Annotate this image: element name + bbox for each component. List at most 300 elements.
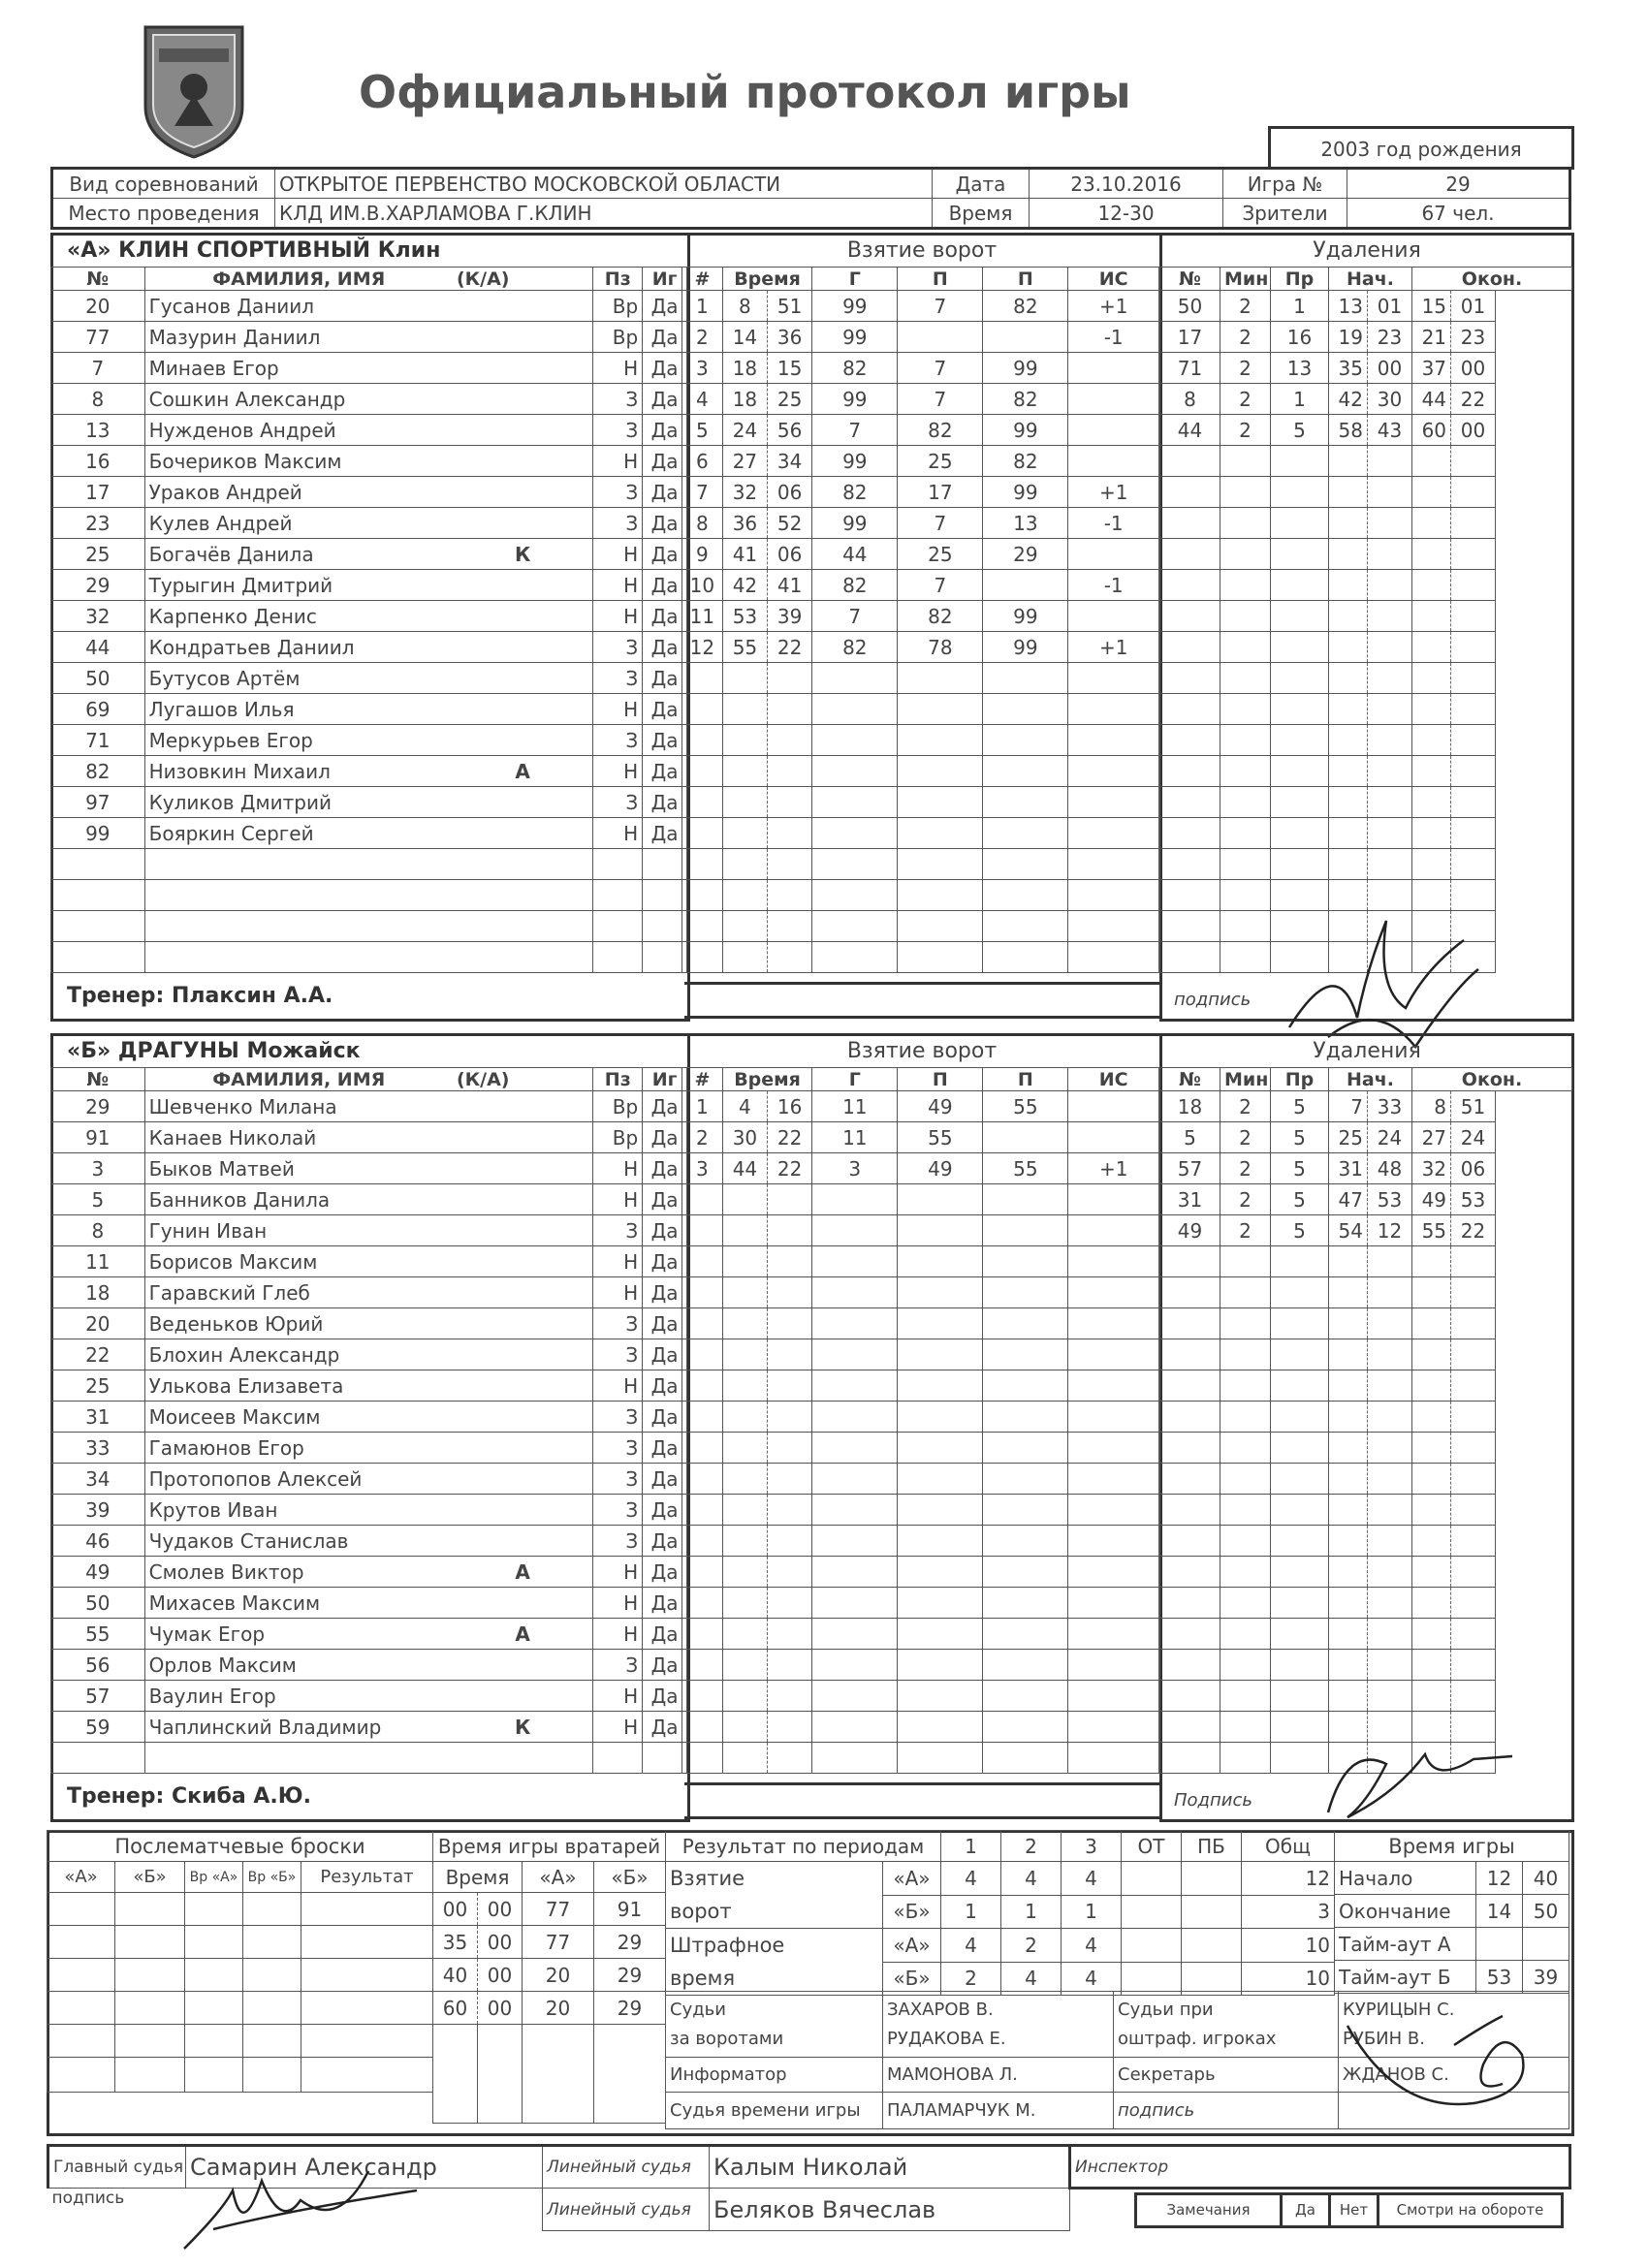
penalty-spare [1496, 1619, 1572, 1650]
penalty-minutes [1220, 756, 1271, 787]
penalty-reason [1271, 1308, 1329, 1339]
goal-minute [722, 1308, 767, 1339]
goal-assist-1 [898, 725, 983, 756]
goal-minute [722, 1712, 767, 1743]
penalty-end-second: 00 [1451, 415, 1496, 446]
goals-col-num: # [682, 268, 723, 291]
period-value: 10 [1242, 1929, 1335, 1963]
player-played: Да [643, 1246, 687, 1277]
player-number: 77 [51, 322, 145, 353]
player-played: Да [643, 663, 687, 694]
goal-strength: +1 [1068, 291, 1159, 322]
table-row [682, 663, 1159, 694]
shootout-col: Результат [301, 1862, 433, 1893]
period-value: 4 [1062, 1962, 1122, 1996]
player-number [51, 849, 145, 880]
spectators-label: Зрители [1223, 199, 1347, 229]
player-position: З [593, 415, 643, 446]
goal-second [768, 1370, 812, 1402]
goal-number [682, 1495, 723, 1526]
table-row [1160, 384, 1572, 415]
penalty-reason: 5 [1271, 1184, 1329, 1215]
penalty-start-minute: 7 [1329, 1091, 1368, 1122]
penalty-start-minute: 42 [1329, 384, 1368, 415]
penalty-end-minute [1412, 1339, 1451, 1370]
period-value: 1 [941, 1895, 1001, 1929]
penalty-spare [1496, 446, 1572, 477]
penalty-end-minute: 21 [1412, 322, 1451, 353]
table-row [51, 1184, 687, 1215]
player-played [643, 880, 687, 911]
table-row [51, 1246, 687, 1277]
team-b-goals [681, 1067, 1159, 1774]
team-b-roster [50, 1067, 687, 1774]
goal-number: 8 [682, 508, 723, 539]
goal-strength [1068, 1246, 1159, 1277]
goal-number: 12 [682, 632, 723, 663]
player-played: Да [643, 508, 687, 539]
goal-scorer: 99 [812, 384, 898, 415]
table-row [1160, 508, 1572, 539]
penalty-reason [1271, 1277, 1329, 1308]
penalty-end-second: 22 [1451, 384, 1496, 415]
goal-number [682, 1308, 723, 1339]
player-role [453, 1588, 593, 1619]
penalty-player [1160, 477, 1220, 508]
penalty-spare [1496, 911, 1572, 942]
player-played: Да [643, 1681, 687, 1712]
goal-assist-2 [983, 1246, 1068, 1277]
goal-strength [1068, 725, 1159, 756]
goal-number [682, 1464, 723, 1495]
penalty-end-second [1451, 601, 1496, 632]
table-row [682, 725, 1159, 756]
penalty-spare [1496, 539, 1572, 570]
goal-assist-1 [898, 694, 983, 725]
officials-signature [1338, 1987, 1561, 2123]
officials-signature-label: подпись [1114, 2093, 1339, 2129]
goal-assist-2 [983, 1588, 1068, 1619]
player-number [51, 911, 145, 942]
penalty-minutes: 2 [1220, 1153, 1271, 1184]
penalty-spare [1496, 756, 1572, 787]
goal-scorer: 82 [812, 632, 898, 663]
table-row [682, 477, 1159, 508]
table-row [682, 1588, 1159, 1619]
goal-assist-1 [898, 1184, 983, 1215]
goalie-change-second: 00 [478, 1926, 523, 1959]
player-role [453, 1122, 593, 1153]
penalty-start-minute [1329, 880, 1368, 911]
goal-second: 56 [768, 415, 812, 446]
goal-minute: 27 [722, 446, 767, 477]
goal-strength [1068, 1433, 1159, 1464]
penalty-end-minute [1412, 1246, 1451, 1277]
player-number: 39 [51, 1495, 145, 1526]
penalty-start-minute [1329, 1495, 1368, 1526]
player-role [453, 384, 593, 415]
goal-assist-1 [898, 849, 983, 880]
goal-second [768, 1433, 812, 1464]
goal-scorer: 82 [812, 570, 898, 601]
shootout-col: Вр «Б» [243, 1862, 301, 1893]
penalty-start-minute [1329, 1402, 1368, 1433]
game-time-table [1334, 1830, 1569, 1994]
player-position: З [593, 1308, 643, 1339]
penalty-end-second [1451, 849, 1496, 880]
player-played: Да [643, 1339, 687, 1370]
table-row [1160, 1184, 1572, 1215]
penalty-player [1160, 632, 1220, 663]
player-name: Минаев Егор [144, 353, 453, 384]
penalty-player [1160, 911, 1220, 942]
table-row [1160, 849, 1572, 880]
table-row [1160, 1650, 1572, 1681]
player-name: Гунин Иван [144, 1215, 453, 1246]
goals-col-scorer: Г [812, 1068, 898, 1091]
team-b-signature-label: Подпись [1174, 1790, 1252, 1811]
penalty-end-minute: 15 [1412, 291, 1451, 322]
penalty-end-minute: 37 [1412, 353, 1451, 384]
penalty-end-second [1451, 1464, 1496, 1495]
goals-col-assist1: П [898, 1068, 983, 1091]
penalty-start-second [1368, 446, 1412, 477]
penalty-start-minute [1329, 1433, 1368, 1464]
goal-assist-1: 55 [898, 1122, 983, 1153]
penalty-reason [1271, 1433, 1329, 1464]
player-role [453, 1184, 593, 1215]
table-row [51, 1215, 687, 1246]
penalty-start-second [1368, 1650, 1412, 1681]
table-row [1160, 787, 1572, 818]
goal-assist-2 [983, 1308, 1068, 1339]
goal-scorer [812, 1402, 898, 1433]
penalty-reason [1271, 446, 1329, 477]
goal-assist-1: 49 [898, 1091, 983, 1122]
goal-scorer: 99 [812, 508, 898, 539]
penalty-start-second: 12 [1368, 1215, 1412, 1246]
player-number: 20 [51, 1308, 145, 1339]
player-number: 13 [51, 415, 145, 446]
goal-second [768, 1277, 812, 1308]
roster-col-ig: Иг [643, 1068, 687, 1091]
referee-name: Самарин Александр [186, 2146, 543, 2189]
goal-assist-2 [983, 1402, 1068, 1433]
penalty-start-minute [1329, 1650, 1368, 1681]
penalty-minutes [1220, 539, 1271, 570]
period-value: 10 [1242, 1962, 1335, 1996]
goal-scorer: 99 [812, 322, 898, 353]
penalty-minutes [1220, 1464, 1271, 1495]
player-number: 18 [51, 1277, 145, 1308]
penalty-spare [1496, 353, 1572, 384]
penalty-end-second [1451, 756, 1496, 787]
pen-col-no: № [1160, 1068, 1220, 1091]
table-row [1160, 1277, 1572, 1308]
goal-assist-2 [983, 1339, 1068, 1370]
goal-minute: 41 [722, 539, 767, 570]
penalty-start-minute [1329, 1588, 1368, 1619]
player-name: Чудаков Станислав [144, 1526, 453, 1557]
table-row [682, 1526, 1159, 1557]
period-value: 2 [1001, 1929, 1062, 1963]
goal-minute [722, 942, 767, 973]
penalty-end-minute: 27 [1412, 1122, 1451, 1153]
penalty-start-second [1368, 725, 1412, 756]
goal-assist-1: 82 [898, 415, 983, 446]
player-played [643, 849, 687, 880]
player-number: 23 [51, 508, 145, 539]
penalty-start-minute [1329, 849, 1368, 880]
penalty-start-minute [1329, 787, 1368, 818]
goal-strength [1068, 787, 1159, 818]
penalty-end-second: 53 [1451, 1184, 1496, 1215]
goal-scorer [812, 1650, 898, 1681]
player-number: 97 [51, 787, 145, 818]
player-role [453, 1402, 593, 1433]
team-b-goals-title: Взятие ворот [846, 1039, 998, 1063]
goal-assist-2 [983, 1464, 1068, 1495]
period-value: 3 [1242, 1895, 1335, 1929]
penalty-player: 44 [1160, 415, 1220, 446]
penalty-end-second: 24 [1451, 1122, 1496, 1153]
table-row [51, 1339, 687, 1370]
penalty-start-minute [1329, 632, 1368, 663]
penalty-spare [1496, 570, 1572, 601]
player-number: 50 [51, 1588, 145, 1619]
goal-minute: 55 [722, 632, 767, 663]
goal-assist-2: 55 [983, 1153, 1068, 1184]
penalty-player [1160, 1712, 1220, 1743]
penalty-minutes: 2 [1220, 1215, 1271, 1246]
period-value [1122, 1862, 1182, 1896]
player-name: Гусанов Даниил [144, 291, 453, 322]
remarks-see-back: Смотри на обороте [1379, 2193, 1563, 2226]
player-name: Низовкин Михаил [144, 756, 453, 787]
penalty-end-minute [1412, 1308, 1451, 1339]
goal-second [768, 756, 812, 787]
goal-second [768, 725, 812, 756]
period-col: 2 [1001, 1831, 1062, 1862]
goalie-a-col: «А» [523, 1862, 594, 1893]
penalty-start-minute [1329, 694, 1368, 725]
table-row [51, 322, 687, 353]
penalty-end-second [1451, 1402, 1496, 1433]
player-name: Кулев Андрей [144, 508, 453, 539]
team-b-coach: Тренер: Скиба А.Ю. [67, 1784, 311, 1809]
penalty-start-minute [1329, 818, 1368, 849]
player-position: Вр [593, 291, 643, 322]
goal-second: 15 [768, 353, 812, 384]
player-position: Н [593, 539, 643, 570]
player-role: К [453, 539, 593, 570]
player-played: Да [643, 1619, 687, 1650]
player-played: Да [643, 1557, 687, 1588]
date-label: Дата [933, 169, 1030, 199]
penalty-minutes [1220, 1681, 1271, 1712]
goal-second [768, 1526, 812, 1557]
penalty-start-minute [1329, 1557, 1368, 1588]
goal-scorer [812, 1681, 898, 1712]
penalty-player [1160, 539, 1220, 570]
goal-second: 06 [768, 539, 812, 570]
penalty-player: 50 [1160, 291, 1220, 322]
team-a-penalties-box [1159, 233, 1574, 1022]
goal-scorer [812, 1557, 898, 1588]
penalty-start-minute [1329, 1277, 1368, 1308]
player-number [51, 1743, 145, 1774]
table-row [682, 942, 1159, 973]
table-row [682, 1184, 1159, 1215]
goal-number [682, 1184, 723, 1215]
penalty-reason: 5 [1271, 1122, 1329, 1153]
goal-second [768, 880, 812, 911]
goal-minute: 18 [722, 384, 767, 415]
goalie-b: 29 [594, 1959, 666, 1992]
goalie-change-second: 00 [478, 1959, 523, 1992]
table-row [682, 1308, 1159, 1339]
game-label: Игра № [1223, 169, 1347, 199]
table-row [1160, 1215, 1572, 1246]
goal-number: 3 [682, 353, 723, 384]
player-role [453, 570, 593, 601]
player-number: 17 [51, 477, 145, 508]
table-row [1160, 694, 1572, 725]
penalty-start-minute [1329, 1246, 1368, 1277]
player-number: 7 [51, 353, 145, 384]
roster-col-pz: Пз [593, 268, 643, 291]
penalty-end-second [1451, 1308, 1496, 1339]
player-number: 55 [51, 1619, 145, 1650]
player-name: Михасев Максим [144, 1588, 453, 1619]
player-number: 59 [51, 1712, 145, 1743]
team-a-goals-box [684, 233, 1162, 985]
goal-scorer [812, 849, 898, 880]
table-row [1160, 353, 1572, 384]
penalty-reason [1271, 849, 1329, 880]
player-name: Орлов Максим [144, 1650, 453, 1681]
remarks-no: Нет [1330, 2193, 1379, 2226]
player-position: Вр [593, 1091, 643, 1122]
penalty-start-second [1368, 756, 1412, 787]
player-position: Н [593, 1681, 643, 1712]
goal-assist-1 [898, 1277, 983, 1308]
goal-scorer [812, 1339, 898, 1370]
player-name: Борисов Максим [144, 1246, 453, 1277]
table-row [682, 291, 1159, 322]
penalty-player [1160, 1464, 1220, 1495]
goal-second: 51 [768, 291, 812, 322]
player-position: З [593, 477, 643, 508]
goal-scorer: 82 [812, 353, 898, 384]
penalty-start-minute [1329, 1464, 1368, 1495]
penalty-reason: 5 [1271, 415, 1329, 446]
penalty-end-second [1451, 1588, 1496, 1619]
penalty-spare [1496, 1402, 1572, 1433]
penalty-minutes [1220, 446, 1271, 477]
penalty-player [1160, 849, 1220, 880]
penalty-start-minute [1329, 446, 1368, 477]
goal-number: 3 [682, 1153, 723, 1184]
penalty-minutes [1220, 601, 1271, 632]
player-name: Нужденов Андрей [144, 415, 453, 446]
player-role [453, 1650, 593, 1681]
timeout-b-minute: 53 [1476, 1961, 1523, 1994]
penalty-reason [1271, 1246, 1329, 1277]
player-role [453, 1277, 593, 1308]
goal-strength [1068, 415, 1159, 446]
pen-col-end: Окон. [1412, 1068, 1572, 1091]
table-row [51, 911, 687, 942]
penalty-reason [1271, 1370, 1329, 1402]
team-b-penalties-box [1159, 1033, 1574, 1822]
team-a-goals-title: Взятие ворот [846, 238, 998, 263]
goalie-b: 91 [594, 1893, 666, 1926]
penalty-start-minute: 19 [1329, 322, 1368, 353]
player-played: Да [643, 1277, 687, 1308]
goal-minute [722, 663, 767, 694]
penalty-reason [1271, 756, 1329, 787]
penalty-minutes: 2 [1220, 415, 1271, 446]
end-minute: 14 [1476, 1895, 1523, 1928]
table-row [682, 570, 1159, 601]
player-number: 8 [51, 384, 145, 415]
pim-label: Штрафное время [666, 1929, 883, 1996]
table-row [51, 725, 687, 756]
penalty-end-minute [1412, 1557, 1451, 1588]
penalty-minutes [1220, 632, 1271, 663]
goal-strength [1068, 384, 1159, 415]
roster-col-name: ФАМИЛИЯ, ИМЯ [144, 268, 453, 291]
goal-minute [722, 1588, 767, 1619]
goal-minute: 44 [722, 1153, 767, 1184]
roster-col-ig: Иг [643, 268, 687, 291]
penalty-player [1160, 1433, 1220, 1464]
goal-minute [722, 1681, 767, 1712]
player-name: Крутов Иван [144, 1495, 453, 1526]
penalty-minutes [1220, 942, 1271, 973]
table-row [51, 353, 687, 384]
birth-year: 2003 год рождения [1268, 126, 1574, 170]
penalty-end-minute [1412, 508, 1451, 539]
goal-minute [722, 1464, 767, 1495]
penalty-spare [1496, 1526, 1572, 1557]
team-b-goals-box [684, 1033, 1162, 1785]
roster-col-name: ФАМИЛИЯ, ИМЯ [144, 1068, 453, 1091]
table-row [51, 1743, 687, 1774]
goal-strength [1068, 353, 1159, 384]
penalty-minutes [1220, 1370, 1271, 1402]
penalty-end-minute [1412, 1650, 1451, 1681]
goal-scorer: 44 [812, 539, 898, 570]
goal-number: 6 [682, 446, 723, 477]
table-row [51, 1153, 687, 1184]
table-row [682, 1433, 1159, 1464]
goal-assist-1 [898, 1433, 983, 1464]
penalty-player [1160, 1308, 1220, 1339]
penalty-start-minute [1329, 1370, 1368, 1402]
goal-scorer [812, 911, 898, 942]
penalty-spare [1496, 1184, 1572, 1215]
player-role [453, 1526, 593, 1557]
player-played: Да [643, 1588, 687, 1619]
player-name [144, 1743, 453, 1774]
goal-assist-2: 55 [983, 1091, 1068, 1122]
player-number: 8 [51, 1215, 145, 1246]
player-name [144, 849, 453, 880]
goalie-change-minute: 35 [433, 1926, 478, 1959]
penalty-end-second [1451, 539, 1496, 570]
